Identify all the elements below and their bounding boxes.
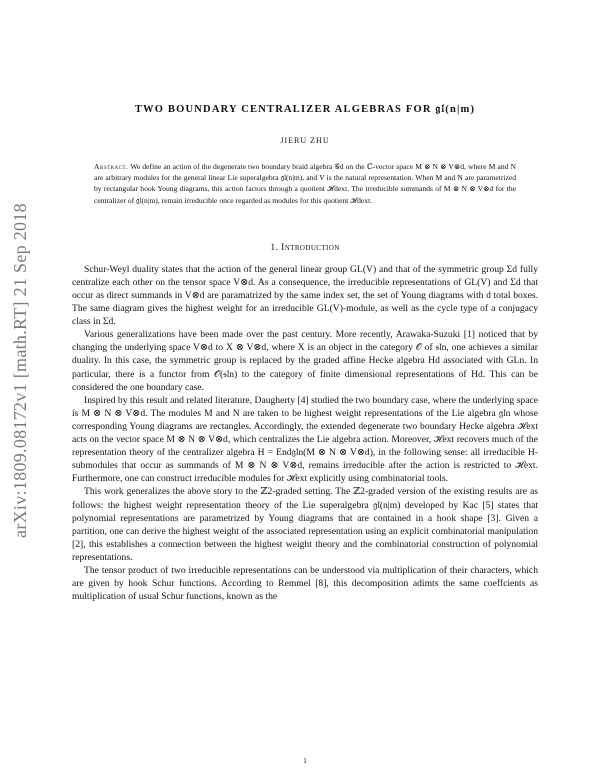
paper-title: TWO BOUNDARY CENTRALIZER ALGEBRAS FOR 𝔤𝔩(n|m) [134, 104, 476, 115]
paper-author: JIERU ZHU [280, 136, 330, 145]
arxiv-identifier-stamp [8, 110, 32, 630]
abstract-text: We define an action of the degenerate two boundary braid algebra 𝒢d on the ℂ-vector space M ⊗ N ⊗ V⊗d, where M and N are arbitrary modules for the general linear Lie superalgebra 𝔤𝔩(n|m), and V is the natural representation. When M and N are parametrized by rectangular hook Young diagrams, this action factors through a quotient ℋdext. The irreducible summands of M ⊗ N ⊗ V⊗d for the centralizer of 𝔤𝔩(n|m), remain irreducible once regarded as modules for this quotient ℋdext. [94, 162, 516, 205]
paragraph-two-boundary: Inspired by this result and related literature, Daugherty [4] studied the two boundary case, where the underlying space is M ⊗ N ⊗ V⊗d. The modules M and N are taken to be highest weight representations of the Lie algebra 𝔤𝔩n whose corresponding Young diagrams are rectangles. Accordingly, the extended degenerate two boundary Hecke algebra ℋext acts on the vector space M ⊗ N ⊗ V⊗d, which centralizes the Lie algebra action. Moreover, ℋext recovers much of the representation theory of the centralizer algebra H = End𝔤𝔩n(M ⊗ N ⊗ V⊗d), in the following sense: all irreducible H-submodules that occur as summands of M ⊗ N ⊗ V⊗d, remains irreducible after the action is restricted to ℋext. Furthermore, one can construct irreducible modules for ℋext explicitly using combinatorial tools. [72, 394, 538, 485]
abstract-block [94, 161, 516, 206]
paragraph-schur-weyl: Schur-Weyl duality states that the action of the general linear group GL(V) and that of the symmetric group Σd fully centralize each other on the tensor space V⊗d. As a consequence, the irreducible representations of GL(V) and Σd that occur as direct summands in V⊗d are paramatrized by the same index set, the set of Young diagrams with d total boxes. The same diagram gives the highest weight for an irreducible GL(V)-module, as well as the cycle type of a conjugacy class in Σd. [72, 263, 538, 328]
paragraph-generalizations: Various generalizations have been made over the past century. More recently, Arawaka-Suzuki [1] noticed that by changing the underlying space V⊗d to X ⊗ V⊗d, where X is an object in the category 𝒪 of 𝔰𝔩n, one achieves a similar duality. In this case, the symmetric group is replaced by the graded affine Hecke algebra Hd associated with GLn. In particular, there is a functor from 𝒪(𝔰𝔩n) to the category of finite dimensional representations of Hd. This can be considered the one boundary case. [72, 329, 538, 393]
section-heading-introduction: 1. Introduction [270, 241, 340, 253]
arxiv-identifier-text: arXiv:1809.08172v1 [math.RT] 21 Sep 2018 [9, 202, 30, 538]
paper-page [72, 0, 538, 765]
paragraph-tensor-product: The tensor product of two irreducible representations can be understood via multiplication of their characters, which are given by hook Schur functions. According to Remmel [8], this decomposition adimts the same coeffcients as multiplication of usual Schur functions, known as the [72, 564, 538, 603]
abstract-label: Abstract. [94, 162, 129, 171]
introduction-body [72, 263, 538, 603]
page-number: 1 [303, 756, 307, 765]
paragraph-z2-graded: This work generalizes the above story to the ℤ2-graded setting. The ℤ2-graded version of the existing results are as follows: the highest weight representation theory of the Lie superalgebra 𝔤𝔩(n|m) developed by Kac [5] states that polynomial representations are parametrized by Young diagrams that are contained in a hook shape [3]. Given a partition, one can derive the highest weight of the associated representation using an explicit combinatorial manipulation [2], this establishes a connection between the highest weight theory and the combinatorial construction of polynomial representations. [72, 486, 538, 563]
